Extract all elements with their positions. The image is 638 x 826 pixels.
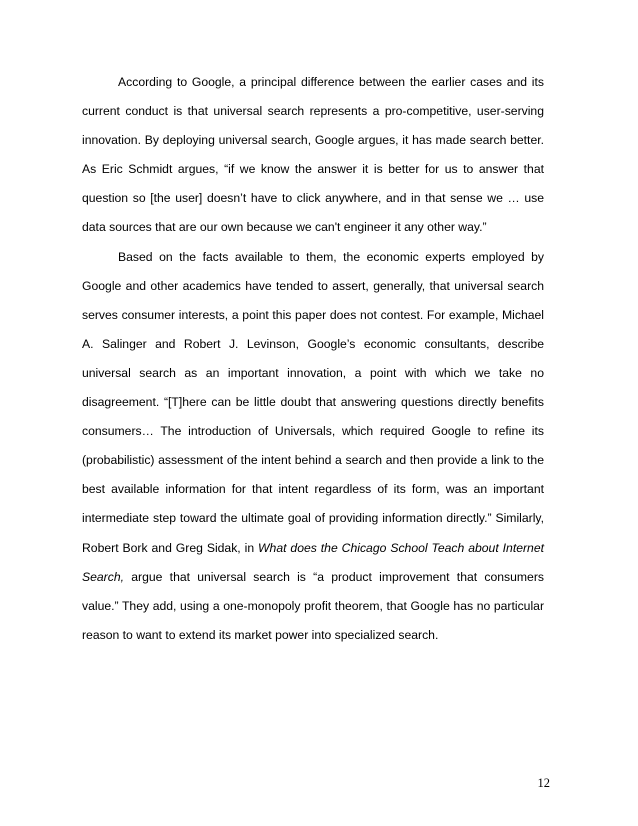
paragraph-2-text-start: Based on the facts available to them, the economic experts employed by Google and other academics have tended to assert, generally, that universal search serves consumer interests, a point this paper does not contest. For example, Michael A. Salinger and Robert J. Levinson, Google’s economic consultants, describe universal search as an important innovation, a point with which we take no disagreement. “[T]here can be little doubt that answering questions directly benefits consumers… The introduction of Universals, which required Google to refine its (probabilistic) assessment of the intent behind a search and then provide a link to the best available information for that intent regardless of its form, was an important intermediate step toward the ultimate goal of providing information directly.” Similarly, Robert Bork and Greg Sidak, in	[82, 249, 544, 555]
paragraph-2	[82, 243, 544, 650]
body-text	[82, 68, 544, 650]
paragraph-1: According to Google, a principal difference between the earlier cases and its current conduct is that universal search represents a pro-competitive, user-serving innovation. By deploying universal search, Google argues, it has made search better. As Eric Schmidt argues, “if we know the answer it is better for us to answer that question so [the user] doesn’t have to click anywhere, and in that sense we … use data sources that are our own because we can't engineer it any other way.”	[82, 75, 544, 235]
cited-title: What does the Chicago School Teach about Internet Search,	[82, 540, 544, 584]
page-number: 12	[537, 776, 550, 790]
paragraph-2-text-end: argue that universal search is “a product improvement that consumers value.” They add, using a one-monopoly profit theorem, that Google has no particular reason to want to extend its market power into specialized search.	[82, 569, 544, 642]
